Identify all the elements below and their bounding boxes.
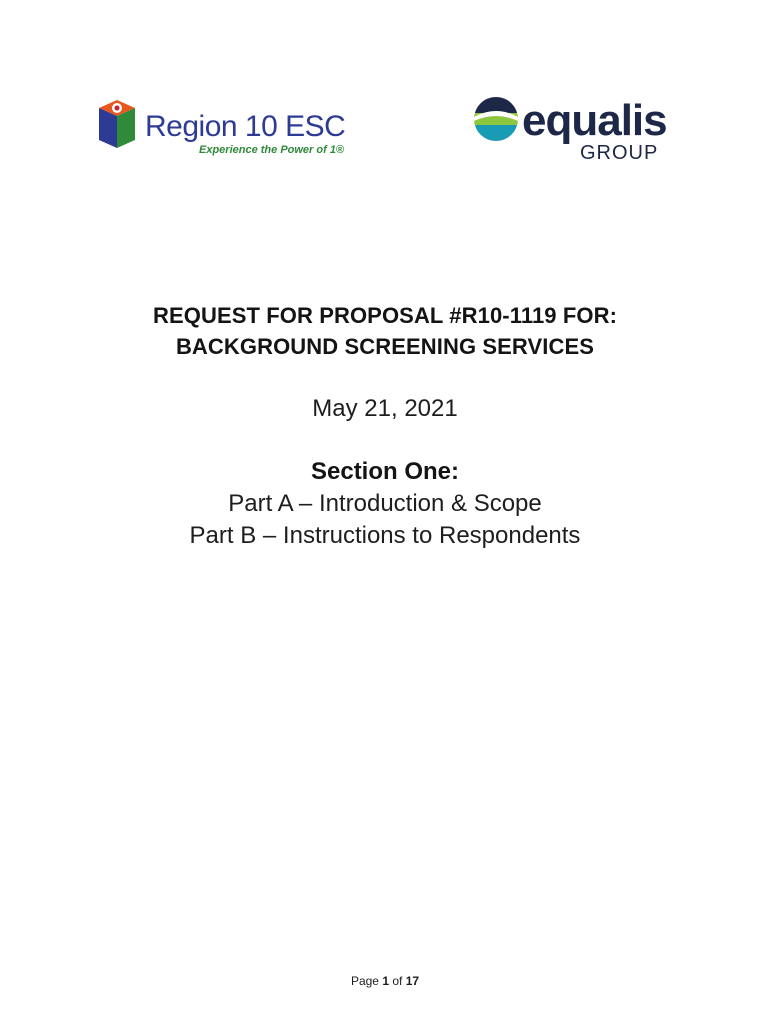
of-label: of: [392, 974, 403, 988]
page-label: Page: [350, 974, 379, 988]
part-b-line: Part B – Instructions to Respondents: [189, 522, 581, 549]
page-footer: [0, 974, 770, 988]
section-heading: Section One:: [310, 458, 460, 485]
part-a-line: Part A – Introduction & Scope: [228, 490, 542, 517]
svg-text:equalis: equalis: [522, 96, 667, 145]
document-date: May 21, 2021: [312, 395, 458, 422]
page-total: 17: [405, 974, 420, 988]
svg-text:GROUP: GROUP: [580, 142, 659, 163]
page-number: 1: [382, 974, 389, 988]
equalis-logo-graphic: [472, 95, 684, 163]
svg-text:Experience the Power of 1®: Experience the Power of 1®: [199, 144, 345, 156]
document-title: [0, 300, 770, 362]
section-block: [0, 456, 770, 552]
region10-logo-graphic: [95, 98, 357, 158]
svg-text:Region 10 ESC: Region 10 ESC: [145, 110, 346, 143]
region10-esc-logo: [95, 98, 357, 158]
title-line-1: REQUEST FOR PROPOSAL #R10-1119 FOR:: [153, 303, 617, 328]
equalis-group-logo: [472, 95, 684, 163]
title-line-2: BACKGROUND SCREENING SERVICES: [175, 334, 595, 359]
